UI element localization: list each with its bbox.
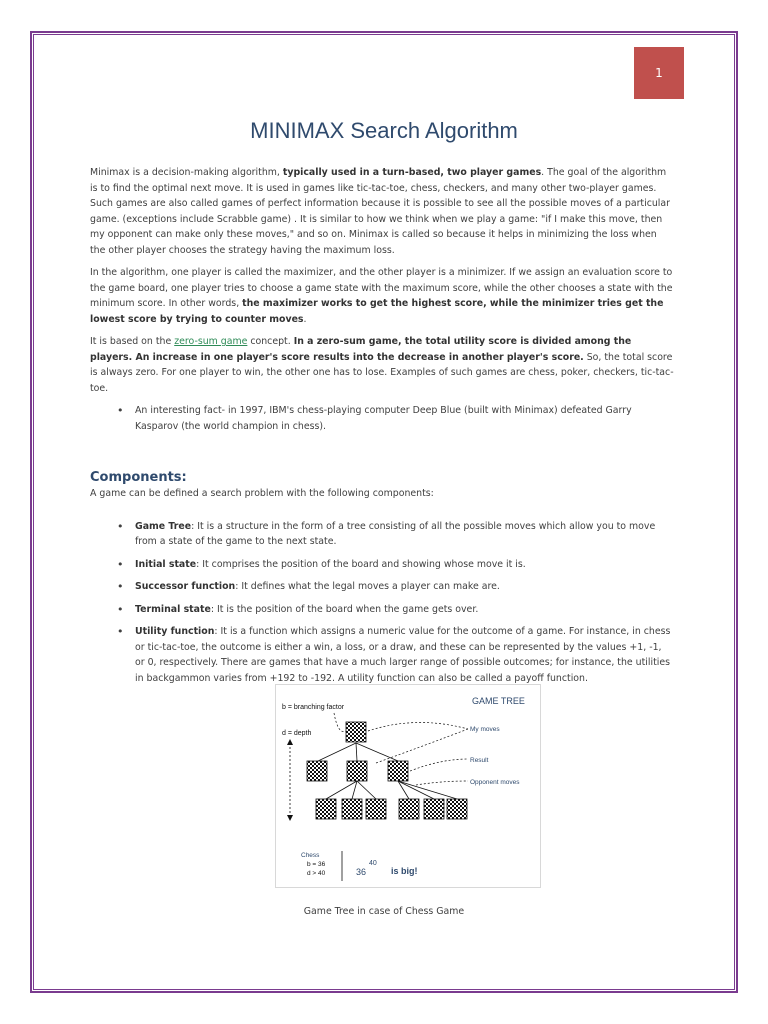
term: Game Tree — [135, 520, 192, 532]
components-intro: A game can be defined a search problem with the following components: — [90, 488, 434, 499]
term: Successor function — [135, 581, 236, 592]
text: . — [303, 313, 307, 325]
term: Utility function — [135, 626, 215, 637]
component-item-successor-function — [135, 579, 674, 595]
component-item-utility-function — [135, 624, 674, 686]
depth-label: d = depth — [282, 730, 312, 737]
bold-text: typically used in a turn-based, two player games — [282, 167, 542, 178]
depth-arrow-head-bottom — [287, 815, 293, 821]
text: So, the total score is always zero. For one player to win, the other one has to lose. Examples of such games are chess, poker, checkers, tic-tac-toe. — [90, 351, 674, 394]
power-exponent: 40 — [369, 860, 377, 867]
components-heading: Components: — [90, 470, 187, 485]
term: Initial state — [135, 558, 197, 570]
definition: : It defines what the legal moves a player can make are. — [235, 581, 500, 592]
text: concept. — [247, 336, 294, 347]
text: In the algorithm, one player is called the maximizer, and the other player is a minimizer. If we assign an evaluation score to the game board, one player tries to choose a game state with the maximum score, while the other chooses a state with the minimum score. In other words, — [90, 267, 673, 309]
components-list — [90, 519, 674, 687]
bold-text: In a zero-sum game, the total utility score is divided among the players. An increase in one player's score results into the decrease in another player's score. — [90, 336, 632, 363]
board-nodes — [307, 722, 467, 819]
definition: : It is a function which assigns a numeric value for the outcome of a game. For instance, in chess or tic-tac-toe, the outcome is either a win, a loss, or a draw, and these can be represented by the values +1, -1, or 0, respectively. There are games that have a much larger range of possible outcomes; for instance, the utilities in backgammon varies from +192 to -192. A utility function can also be called a payoff function. — [135, 626, 671, 684]
document-body — [90, 165, 674, 693]
page-number-badge: 1 — [634, 47, 684, 99]
text: Minimax is a decision-making algorithm, — [90, 167, 283, 178]
definition: : It comprises the position of the board and showing whose move it is. — [196, 558, 526, 570]
is-big-label: is big! — [391, 866, 418, 876]
figure-caption: Game Tree in case of Chess Game — [303, 906, 465, 917]
page-title: MINIMAX Search Algorithm — [250, 118, 518, 143]
paragraph-intro — [90, 165, 674, 258]
text: . The goal of the algorithm is to find the optimal next move. It is used in games like tic-tac-toe, chess, checkers, and many other two-player games. Such games are also called games of perfect information because it is possible to see all the possible moves of a particular game. (exceptions include Scrabble game) . It is similar to how we think when we play a game: "if I make this move, then my opponent can make only these moves," and so on. Minimax is called so because it helps in minimizing the loss when the other player chooses the strategy having the maximum loss. — [90, 167, 671, 256]
power-base: 36 — [356, 867, 367, 877]
tree-edges — [318, 743, 457, 799]
chess-label: Chess — [301, 852, 320, 859]
paragraph-maximizer — [90, 265, 674, 327]
paragraph-zero-sum — [90, 334, 674, 396]
component-item-terminal-state — [135, 602, 674, 618]
result-label: Result — [470, 757, 489, 764]
game-tree-diagram — [276, 685, 540, 887]
text: It is based on the — [90, 336, 175, 347]
fact-bullet: • An interesting fact- in 1997, IBM's chess-playing computer Deep Blue (built with Minimax) defeated Garry Kasparov (the world champion in chess). — [135, 403, 674, 434]
definition: : It is a structure in the form of a tree consisting of all the possible moves which allow you to move from a state of the game to the next state. — [135, 520, 656, 547]
depth-value: d > 40 — [307, 870, 326, 877]
my-moves-label: My moves — [470, 726, 500, 733]
opponent-moves-label: Opponent moves — [470, 779, 520, 786]
game-tree-figure — [275, 684, 541, 888]
component-item-game-tree — [135, 519, 674, 550]
definition: : It is the position of the board when the game gets over. — [210, 603, 479, 615]
depth-arrow-head-top — [287, 739, 293, 745]
bold-text: the maximizer works to get the highest score, while the minimizer tries get the lowest score by trying to counter moves — [90, 298, 664, 325]
branching-value: b = 36 — [307, 861, 326, 868]
figure-title: GAME TREE — [472, 696, 525, 706]
component-item-initial-state — [135, 557, 674, 573]
fact-list — [90, 403, 674, 434]
branching-factor-label: b = branching factor — [282, 704, 345, 711]
term: Terminal state — [135, 603, 211, 615]
zero-sum-game-link[interactable]: zero-sum game — [174, 336, 248, 347]
